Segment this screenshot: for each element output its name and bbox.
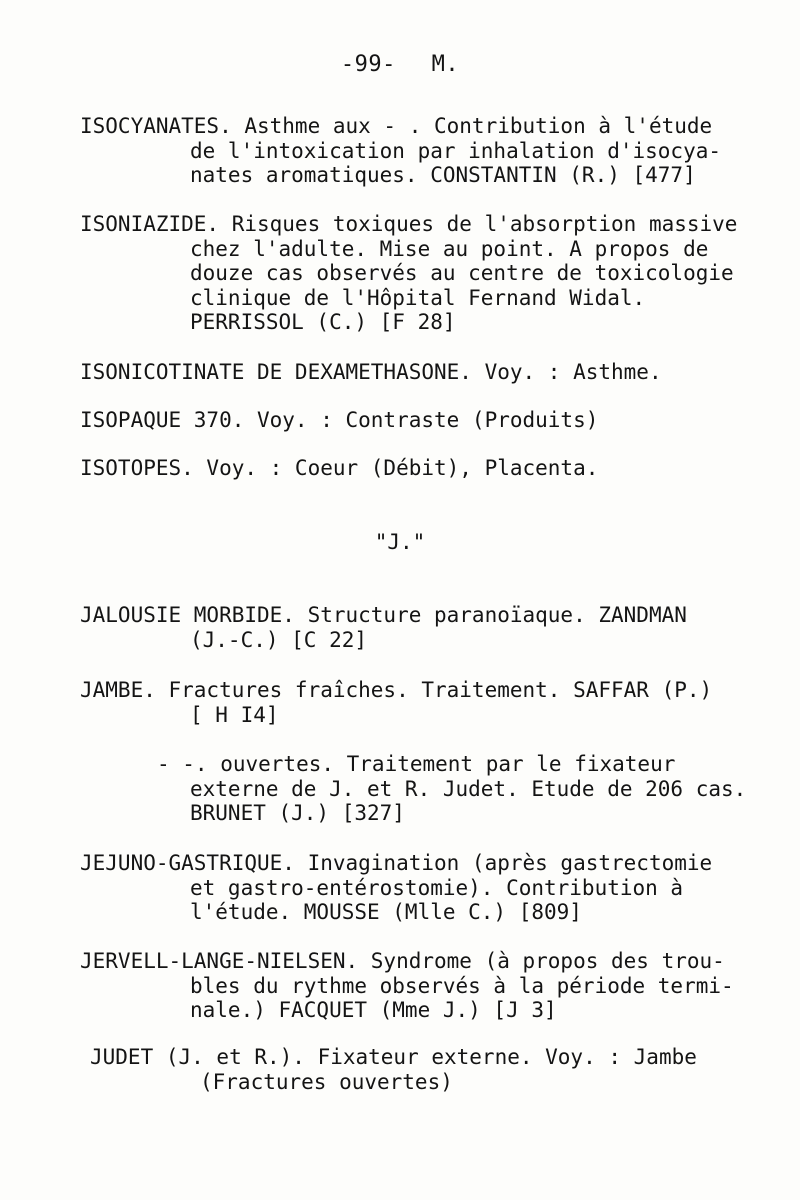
entry-line: ISONICOTINATE DE DEXAMETHASONE. Voy. : Asthme. [80,360,662,384]
index-entry-jalousie [80,603,760,652]
entry-line: ISOPAQUE 370. Voy. : Contraste (Produits) [80,408,599,432]
index-entry-isoniazide [80,212,760,335]
entry-line: JERVELL-LANGE-NIELSEN. Syndrome (à propos des trou- [80,949,725,973]
index-entry-jervell-lange-nielsen [80,949,760,1023]
entry-line: nale.) FACQUET (Mme J.) [J 3] [190,998,557,1022]
entry-line: l'étude. MOUSSE (Mlle C.) [809] [190,900,582,924]
index-entry-jejuno-gastrique [80,851,760,925]
entry-line: douze cas observés au centre de toxicologie [190,261,734,285]
entry-line: JUDET (J. et R.). Fixateur externe. Voy. : Jambe [90,1045,697,1069]
entry-line: ISONIAZIDE. Risques toxiques de l'absorption massive [80,212,738,236]
entry-line: bles du rythme observés à la période termi- [190,973,734,998]
entry-line: JEJUNO-GASTRIQUE. Invagination (après gastrectomie [80,851,713,875]
index-entry-isocyanates [80,114,760,188]
section-letter: M. [431,52,460,77]
index-entry-isotopes [80,456,760,481]
index-entry-jambe [80,678,760,727]
entry-line: PERRISSOL (C.) [F 28] [190,310,456,334]
entry-line: [ H I4] [190,702,279,727]
entry-line: nates aromatiques. CONSTANTIN (R.) [477] [190,163,696,187]
entry-line: ISOCYANATES. Asthme aux - . Contribution à l'étude [80,114,713,138]
letter-heading: "J." [374,530,426,554]
entry-line: (Fractures ouvertes) [200,1069,453,1094]
entry-line: chez l'adulte. Mise au point. A propos de [190,236,709,261]
entry-line: externe de J. et R. Judet. Etude de 206 cas. [190,776,747,801]
entry-line: (J.-C.) [C 22] [190,627,368,652]
entry-line: ISOTOPES. Voy. : Coeur (Débit), Placenta. [80,456,599,480]
index-entry-judet [90,1045,770,1094]
entry-line: JAMBE. Fractures fraîches. Traitement. SAFFAR (P.) [80,678,713,702]
entry-line: BRUNET (J.) [327] [190,801,405,825]
entry-line: JALOUSIE MORBIDE. Structure paranoïaque. ZANDMAN [80,603,687,627]
index-entry-isonicotinate [80,360,760,385]
entry-line: clinique de l'Hôpital Fernand Widal. [190,285,646,310]
entry-line: - -. ouvertes. Traitement par le fixateur [157,752,676,776]
entry-line: et gastro-entérostomie). Contribution à [190,875,684,900]
page-header [0,52,800,77]
index-subentry-jambe-ouvertes [80,752,760,826]
page-number: -99- [340,52,396,77]
entry-line: de l'intoxication par inhalation d'isocya- [190,138,722,163]
index-entry-isopaque [80,408,760,433]
